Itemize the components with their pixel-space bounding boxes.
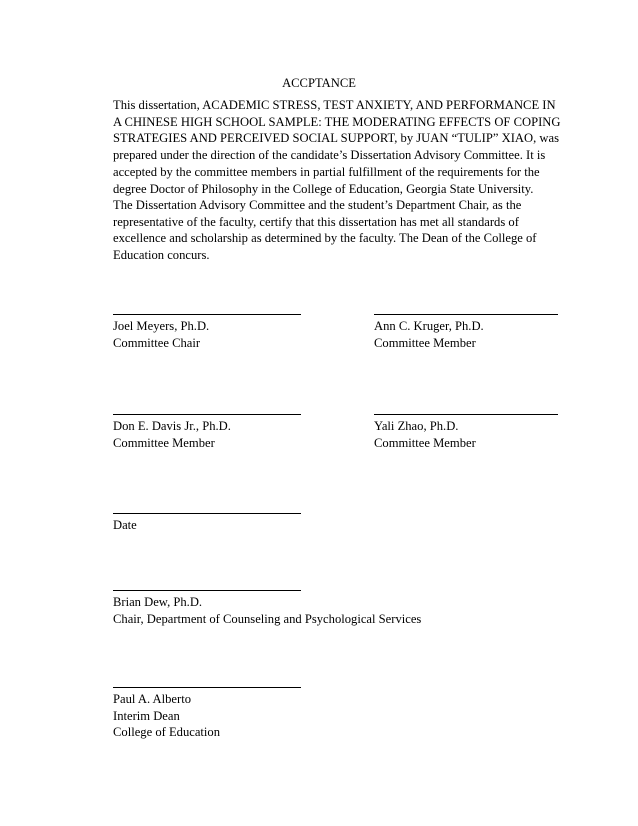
signature-line <box>374 314 558 315</box>
date-line <box>113 513 301 514</box>
signer-name: Brian Dew, Ph.D. <box>113 595 203 609</box>
signer-role: Committee Member <box>374 335 476 350</box>
signer-role: Committee Member <box>113 435 215 450</box>
signer-name: Ann C. Kruger, Ph.D. <box>374 319 484 333</box>
signature-block-dew <box>113 590 422 627</box>
signature-block-zhao <box>374 414 574 451</box>
date-label: Date <box>113 518 137 532</box>
signature-block-meyers <box>113 314 313 351</box>
signer-role: Committee Chair <box>113 335 201 350</box>
signature-block-alberto <box>113 687 313 741</box>
acceptance-paragraph: This dissertation, ACADEMIC STRESS, TEST ANXIETY, AND PERFORMANCE IN A CHINESE HIGH SCHOOL SAMPLE: THE MODERATING EFFECTS OF COPING STRATEGIES AND PERCEIVED SOCIAL SUPPORT, by JUAN “TULIP” XIAO, was prepared under the direction of the candidate’s Dissertation Advisory Committee. It is accepted by the committee members in partial fulfillment of the requirements for the degree Doctor of Philosophy in the College of Education, Georgia State University. <box>113 98 561 196</box>
signature-line <box>113 590 301 591</box>
certification-paragraph: The Dissertation Advisory Committee and the student’s Department Chair, as the representative of the faculty, certify that this dissertation has met all standards of excellence and scholarship as determined by the faculty. The Dean of the College of Education concurs. <box>113 198 537 263</box>
signature-block-kruger <box>374 314 574 351</box>
signer-name: Yali Zhao, Ph.D. <box>374 419 459 433</box>
signer-role: Committee Member <box>374 435 476 450</box>
signer-role: Chair, Department of Counseling and Psychological Services <box>113 611 422 626</box>
signature-line <box>113 314 301 315</box>
signer-unit: College of Education <box>113 725 221 740</box>
signer-name: Don E. Davis Jr., Ph.D. <box>113 419 231 433</box>
signature-line <box>374 414 558 415</box>
signature-line <box>113 687 301 688</box>
signature-block-davis <box>113 414 313 451</box>
signature-line <box>113 414 301 415</box>
signer-name: Joel Meyers, Ph.D. <box>113 319 210 333</box>
signer-role: Interim Dean <box>113 708 180 723</box>
date-block <box>113 513 313 534</box>
signer-name: Paul A. Alberto <box>113 692 192 706</box>
page-title: ACCPTANCE <box>282 76 356 90</box>
